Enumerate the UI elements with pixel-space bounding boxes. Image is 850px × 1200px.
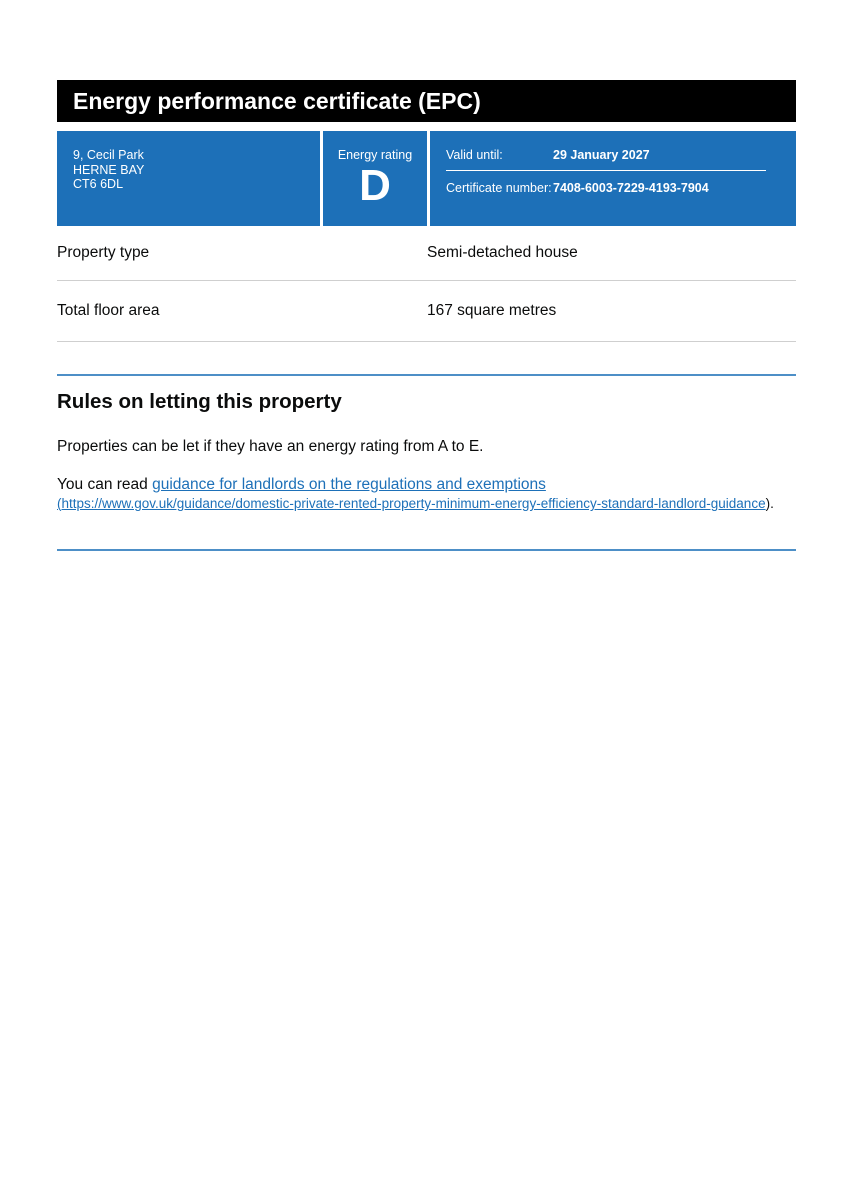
valid-until-row: [446, 148, 766, 171]
letting-rules-paragraph: Properties can be let if they have an energy rating from A to E.: [57, 438, 484, 455]
floor-area-row: [57, 281, 796, 342]
section-divider-bottom: [57, 549, 796, 551]
property-type-label: Property type: [57, 244, 150, 261]
certificate-number-row: [446, 171, 766, 195]
property-type-value: Semi-detached house: [427, 244, 578, 261]
energy-rating-panel: [323, 131, 427, 226]
guidance-url-open: (: [57, 496, 62, 511]
section-divider-top: [57, 374, 796, 376]
address-postcode: CT6 6DL: [73, 177, 124, 191]
address-line-1: 9, Cecil Park: [73, 148, 144, 162]
letting-rules-heading: Rules on letting this property: [57, 390, 342, 413]
guidance-url-line: [57, 495, 796, 513]
guidance-link[interactable]: guidance for landlords on the regulations and exemptions: [152, 476, 546, 493]
property-type-row: [57, 226, 796, 281]
page-title-bar: [57, 80, 796, 122]
certificate-number-value: 7408-6003-7229-4193-7904: [553, 181, 709, 195]
energy-rating-label: Energy rating: [337, 148, 413, 162]
address-panel: [57, 131, 320, 226]
valid-until-value: 29 January 2027: [553, 148, 650, 162]
guidance-url-link[interactable]: https://www.gov.uk/guidance/domestic-private-rented-property-minimum-energy-efficiency-standard-landlord-guidance: [61, 496, 766, 511]
certificate-summary: [57, 131, 796, 226]
guidance-paragraph: [57, 475, 796, 513]
valid-until-label: Valid until:: [446, 148, 503, 162]
certificate-number-label: Certificate number:: [446, 181, 552, 195]
guidance-url-close: ).: [765, 496, 774, 511]
epc-page: [57, 80, 796, 551]
validity-panel: [430, 131, 796, 226]
guidance-prefix: You can read: [57, 476, 153, 493]
energy-rating-letter: D: [359, 161, 391, 210]
floor-area-label: Total floor area: [57, 302, 160, 319]
address-line-2: HERNE BAY: [73, 162, 145, 177]
page-title: Energy performance certificate (EPC): [73, 87, 481, 114]
floor-area-value: 167 square metres: [427, 302, 557, 319]
